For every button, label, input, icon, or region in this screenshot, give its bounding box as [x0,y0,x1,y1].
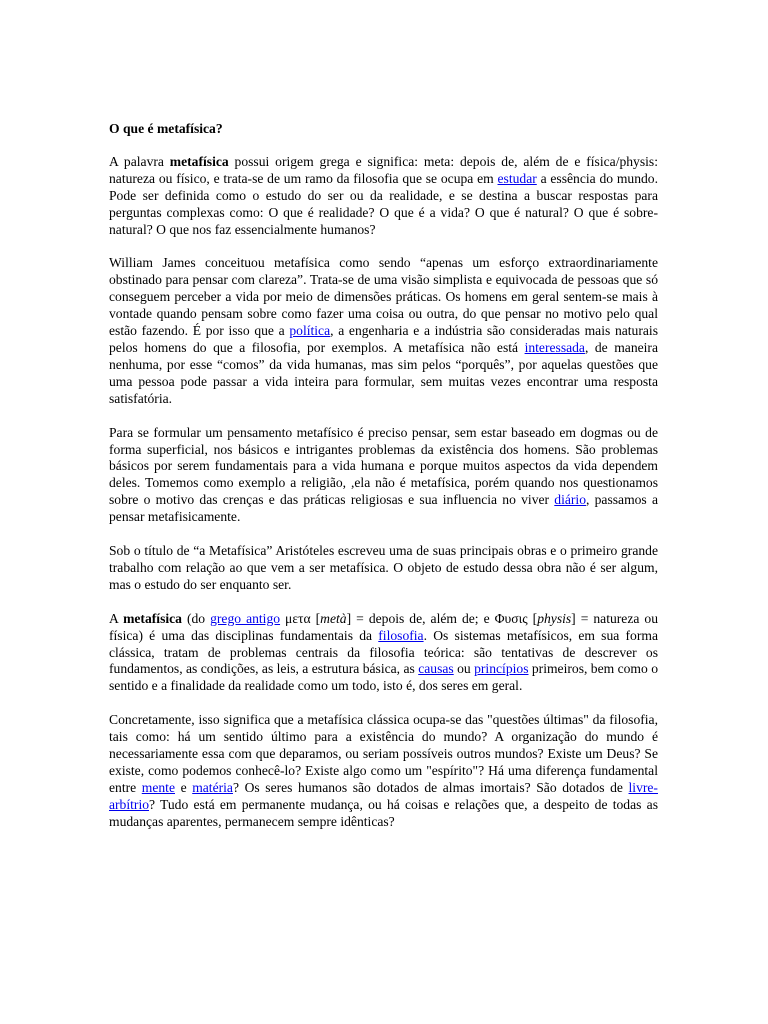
text: (do [181,610,211,626]
document-title: O que é metafísica? [109,121,223,136]
paragraph-2 [109,255,658,407]
italic-term: physis [537,610,572,626]
link-grego-antigo[interactable]: grego antigo [210,610,281,626]
paragraph-6 [109,712,658,830]
bold-term: metafísica [123,610,182,626]
text: Para se formular um pensamento metafísico é preciso pensar, sem estar baseado em dogmas ou de forma superficial, nos básicos e intrigantes problemas da existência dos homens. São problemas básicos por serem fundamentais para a vida humana e porque muitos aspectos da vida dependem deles. Tomemos como exemplo a religião, ,ela não é metafísica, porém quando nos questionamos sobre o motivo das crenças e das práticas religiosas e sua influencia no viver [109,424,658,508]
text: , a engenharia e a indústria são consideradas mais naturais pelos homens do que a filosofia, por exemplos. A metafísica não está [109,323,658,355]
link-politica[interactable]: política [289,323,331,339]
text: a essência do mundo. Pode ser definida como o estudo do ser ou da realidade, e se destina a buscar respostas para perguntas complexas como: O que é realidade? O que é a vida? O que é natural? O que é sobre-natural? O que nos faz essencialmente humanos? [109,170,658,237]
text: . Os sistemas metafísicos, em sua forma clássica, tratam de problemas centrais da filosofia teórica: são tentativas de descrever os fundamentos, as condições, as leis, a estrutura básica, as [109,627,658,677]
link-principios[interactable]: princípios [474,661,529,677]
text: , de maneira nenhuma, por esse “comos” da vida humanas, mas sim pelos “porquês”, por aquelas questões que uma pessoa pode passar a vida inteira para formular, sem muitas vezes encontrar uma resposta satisfatória. [109,339,658,406]
text: μετα [ [280,610,321,626]
paragraph-5 [109,611,658,696]
link-filosofia[interactable]: filosofia [378,627,424,643]
text: possui origem grega e significa: meta: depois de, além de e física/physis: natureza ou físico, e trata-se de um ramo da filosofia que se ocupa em [109,153,658,186]
link-mente[interactable]: mente [141,779,175,795]
text: William James conceituou metafísica como sendo “apenas um esforço extraordinariamente obstinado para pensar com clareza”. Trata-se de uma visão simplista e equivocada de pessoas que só conseguem perceber a vida por meio de dimensões práticas. Os homens em geral sentem-se mais à vontade quando pensam sobre como fazer uma coisa ou outra, do que pensar no motivo pelo qual estão fazendo. É por isso que a [109,255,658,339]
text: A [109,610,124,626]
paragraph-3 [109,425,658,526]
text: ? Os seres humanos são dotados de almas imortais? São dotados de [232,779,629,795]
paragraph-1 [109,154,658,239]
bold-term: metafísica [169,153,229,169]
text: Concretamente, isso significa que a metafísica clássica ocupa-se das "questões últimas" da filosofia, tais como: há um sentido último para a existência do mundo? A organização do mundo é necessariamente essa com que deparamos, ou seriam possíveis outros mundos? Existe um Deus? Se existe, como podemos conhecê-lo? Existe algo como um "espírito"? Há uma diferença fundamental entre [109,712,658,795]
text: e [174,779,193,795]
text: A palavra [109,153,170,169]
paragraph-4 [109,543,658,594]
text: primeiros, bem como o sentido e a finalidade da realidade como um todo, isto é, dos seres em geral. [109,661,658,694]
link-causas[interactable]: causas [418,661,454,677]
text: ou [453,661,475,677]
text: ] = depois de, além de; e Φυσις [ [346,610,538,626]
text: ] = natureza ou física) é uma das disciplinas fundamentais da [109,610,659,643]
link-estudar[interactable]: estudar [497,170,537,186]
document-page [109,121,658,848]
link-interessada[interactable]: interessada [524,339,585,355]
link-materia[interactable]: matéria [192,779,233,795]
italic-term: metà [320,610,347,626]
text: Sob o título de “a Metafísica” Aristóteles escreveu uma de suas principais obras e o primeiro grande trabalho com relação ao que vem a ser metafísica. O objeto de estudo dessa obra não é ser algum, mas o estudo do ser enquanto ser. [109,543,658,592]
link-diario[interactable]: diário [554,492,586,508]
text: ? Tudo está em permanente mudança, ou há coisas e relações que, a despeito de todas as mudanças aparentes, permanecem sempre idênticas? [109,796,658,829]
text: , passamos a pensar metafisicamente. [109,492,658,525]
link-livre-arbitrio[interactable]: livre-arbítrio [109,779,658,812]
